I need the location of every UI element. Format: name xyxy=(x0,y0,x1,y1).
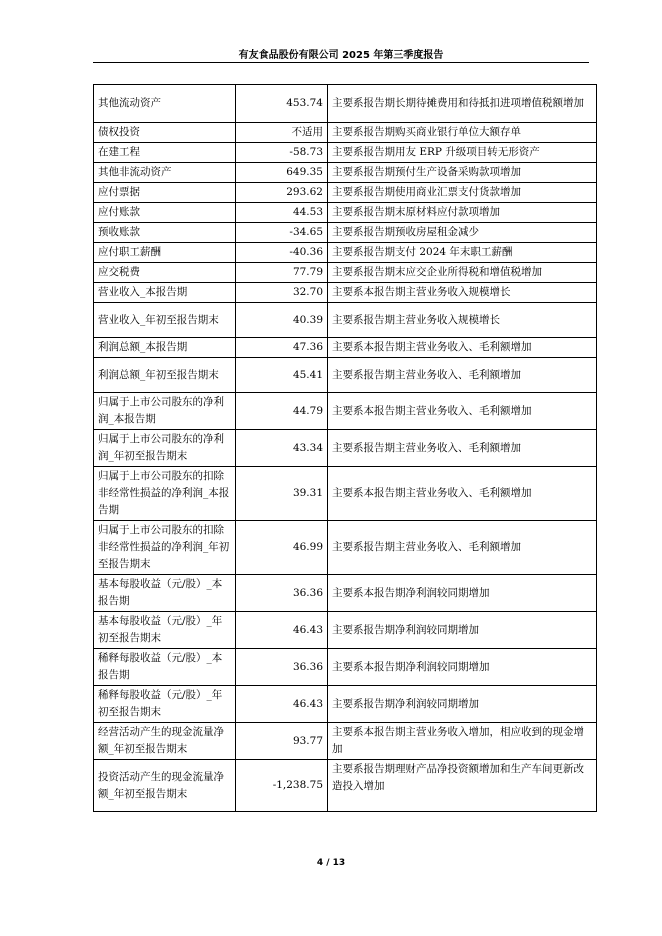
change-reason: 主要系报告期主营业务收入、毛利额增加 xyxy=(328,358,597,393)
table-row xyxy=(94,612,597,649)
change-ratio: 293.62 xyxy=(236,183,328,203)
change-ratio: 36.36 xyxy=(236,649,328,686)
change-ratio: 32.70 xyxy=(236,283,328,303)
item-name: 在建工程 xyxy=(94,143,236,163)
change-ratio: 43.34 xyxy=(236,430,328,467)
change-ratio: 77.79 xyxy=(236,263,328,283)
header-divider xyxy=(93,62,589,63)
table-row xyxy=(94,163,597,183)
change-reason: 主要系报告期主营业务收入、毛利额增加 xyxy=(328,430,597,467)
change-reason: 主要系本报告期主营业务收入、毛利额增加 xyxy=(328,467,597,521)
change-reason: 主要系报告期购买商业银行单位大额存单 xyxy=(328,123,597,143)
change-reason: 主要系报告期末原材料应付款项增加 xyxy=(328,203,597,223)
change-reason: 主要系报告期净利润较同期增加 xyxy=(328,612,597,649)
change-ratio: 453.74 xyxy=(236,85,328,123)
item-name: 应付账款 xyxy=(94,203,236,223)
change-reason: 主要系本报告期主营业务收入规模增长 xyxy=(328,283,597,303)
table-row xyxy=(94,575,597,612)
change-reason: 主要系本报告期主营业务收入、毛利额增加 xyxy=(328,338,597,358)
table-row xyxy=(94,467,597,521)
table-row xyxy=(94,263,597,283)
change-reason: 主要系报告期使用商业汇票支付货款增加 xyxy=(328,183,597,203)
item-name: 归属于上市公司股东的净利润_本报告期 xyxy=(94,393,236,430)
change-ratio: 40.39 xyxy=(236,303,328,338)
change-ratio: -34.65 xyxy=(236,223,328,243)
change-reason: 主要系报告期支付 2024 年末职工薪酬 xyxy=(328,243,597,263)
item-name: 其他非流动资产 xyxy=(94,163,236,183)
change-ratio: 不适用 xyxy=(236,123,328,143)
table-row xyxy=(94,243,597,263)
change-ratio: 46.43 xyxy=(236,612,328,649)
change-ratio: 47.36 xyxy=(236,338,328,358)
item-name: 债权投资 xyxy=(94,123,236,143)
table-row xyxy=(94,338,597,358)
change-ratio: -40.36 xyxy=(236,243,328,263)
item-name: 归属于上市公司股东的扣除非经常性损益的净利润_年初至报告期末 xyxy=(94,521,236,575)
change-ratio: 44.53 xyxy=(236,203,328,223)
item-name: 利润总额_本报告期 xyxy=(94,338,236,358)
change-reason: 主要系本报告期主营业务收入增加，相应收到的现金增加 xyxy=(328,723,597,760)
change-reason: 主要系报告期长期待摊费用和待抵扣进项增值税额增加 xyxy=(328,85,597,123)
change-reason-table xyxy=(93,84,597,812)
page-header: 有友食品股份有限公司 2025 年第三季度报告 xyxy=(238,50,444,61)
item-name: 基本每股收益（元/股）_年初至报告期末 xyxy=(94,612,236,649)
change-reason: 主要系报告期预收房屋租金减少 xyxy=(328,223,597,243)
change-ratio: 44.79 xyxy=(236,393,328,430)
item-name: 利润总额_年初至报告期末 xyxy=(94,358,236,393)
table-row xyxy=(94,203,597,223)
change-reason: 主要系本报告期主营业务收入、毛利额增加 xyxy=(328,393,597,430)
change-reason: 主要系报告期主营业务收入、毛利额增加 xyxy=(328,521,597,575)
table-row xyxy=(94,393,597,430)
item-name: 预收账款 xyxy=(94,223,236,243)
change-ratio: -1,238.75 xyxy=(236,760,328,812)
change-reason: 主要系本报告期净利润较同期增加 xyxy=(328,649,597,686)
table-row xyxy=(94,283,597,303)
table-row xyxy=(94,686,597,723)
change-ratio: 93.77 xyxy=(236,723,328,760)
change-ratio: 649.35 xyxy=(236,163,328,183)
table-row xyxy=(94,649,597,686)
item-name: 应交税费 xyxy=(94,263,236,283)
item-name: 营业收入_年初至报告期末 xyxy=(94,303,236,338)
change-reason: 主要系报告期主营业务收入规模增长 xyxy=(328,303,597,338)
change-ratio: 45.41 xyxy=(236,358,328,393)
change-reason: 主要系报告期理财产品净投资额增加和生产车间更新改造投入增加 xyxy=(328,760,597,812)
item-name: 归属于上市公司股东的扣除非经常性损益的净利润_本报告期 xyxy=(94,467,236,521)
table-row xyxy=(94,521,597,575)
change-ratio: 39.31 xyxy=(236,467,328,521)
change-ratio: 46.43 xyxy=(236,686,328,723)
table-row xyxy=(94,85,597,123)
change-reason: 主要系报告期用友 ERP 升级项目转无形资产 xyxy=(328,143,597,163)
change-ratio: 46.99 xyxy=(236,521,328,575)
table-row xyxy=(94,183,597,203)
item-name: 基本每股收益（元/股）_本报告期 xyxy=(94,575,236,612)
table-row xyxy=(94,303,597,338)
table-row xyxy=(94,430,597,467)
item-name: 经营活动产生的现金流量净额_年初至报告期末 xyxy=(94,723,236,760)
change-reason: 主要系报告期末应交企业所得税和增值税增加 xyxy=(328,263,597,283)
item-name: 稀释每股收益（元/股）_本报告期 xyxy=(94,649,236,686)
table-row xyxy=(94,358,597,393)
item-name: 归属于上市公司股东的净利润_年初至报告期末 xyxy=(94,430,236,467)
item-name: 投资活动产生的现金流量净额_年初至报告期末 xyxy=(94,760,236,812)
change-reason: 主要系报告期预付生产设备采购款项增加 xyxy=(328,163,597,183)
table-row xyxy=(94,223,597,243)
table-row xyxy=(94,760,597,812)
item-name: 应付票据 xyxy=(94,183,236,203)
table-row xyxy=(94,723,597,760)
item-name: 应付职工薪酬 xyxy=(94,243,236,263)
table-row xyxy=(94,143,597,163)
change-ratio: -58.73 xyxy=(236,143,328,163)
change-reason: 主要系本报告期净利润较同期增加 xyxy=(328,575,597,612)
item-name: 营业收入_本报告期 xyxy=(94,283,236,303)
item-name: 其他流动资产 xyxy=(94,85,236,123)
page-number: 4 / 13 xyxy=(316,858,346,868)
item-name: 稀释每股收益（元/股）_年初至报告期末 xyxy=(94,686,236,723)
table-row xyxy=(94,123,597,143)
change-reason: 主要系报告期净利润较同期增加 xyxy=(328,686,597,723)
change-ratio: 36.36 xyxy=(236,575,328,612)
